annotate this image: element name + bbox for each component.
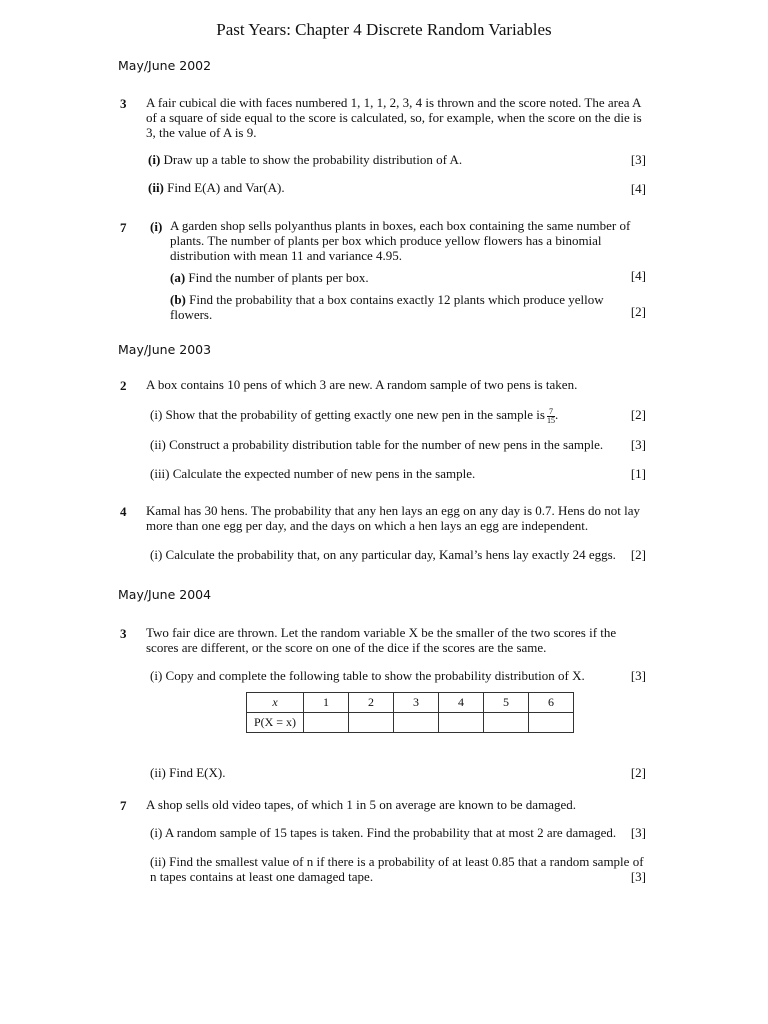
question-part	[150, 765, 225, 780]
part-label: (iii)	[150, 466, 170, 481]
part-text: Draw up a table to show the probability distribution of A.	[163, 152, 463, 167]
part-label: (ii)	[150, 437, 166, 452]
part-text: A random sample of 15 tapes is taken. Find the probability that at most 2 are damaged.	[164, 825, 617, 840]
question-text: A box contains 10 pens of which 3 are new. A random sample of two pens is taken.	[146, 377, 578, 392]
question-part	[150, 437, 603, 452]
part-label: (i)	[148, 152, 161, 167]
marks: [3]	[630, 825, 646, 840]
part-label: (i)	[150, 825, 163, 840]
part-text: Show that the probability of getting exactly one new pen in the sample is	[165, 407, 545, 422]
part-text: Find the smallest value of n if there is a probability of at least 0.85 that a random sample of n tapes contains at least one damaged tape.	[150, 854, 644, 884]
table-cell: 4	[439, 693, 484, 713]
part-text: Construct a probability distribution table for the number of new pens in the sample.	[169, 437, 604, 452]
part-text: Calculate the expected number of new pens in the sample.	[172, 466, 476, 481]
marks: [2]	[630, 407, 646, 422]
question-text: A shop sells old video tapes, of which 1 in 5 on average are known to be damaged.	[146, 797, 576, 812]
question-text: Two fair dice are thrown. Let the random variable X be the smaller of the two scores if the scores are different, or the score on one of the dice if the scores are the same.	[146, 625, 617, 655]
part-text: Find E(X).	[169, 765, 226, 780]
part-label: (ii)	[148, 180, 164, 195]
question-number: 3	[120, 626, 127, 641]
question-number: 4	[120, 504, 127, 519]
table-cell: 6	[529, 693, 574, 713]
part-label: (ii)	[150, 854, 166, 869]
part-text: Calculate the probability that, on any particular day, Kamal’s hens lay exactly 24 eggs.	[165, 547, 616, 562]
table-cell-empty	[529, 713, 574, 733]
marks: [1]	[630, 466, 646, 481]
part-label: (a)	[170, 270, 186, 285]
probability-table	[246, 692, 574, 733]
part-text: Find the number of plants per box.	[188, 270, 369, 285]
marks: [2]	[630, 765, 646, 780]
part-label: (i)	[150, 668, 163, 683]
question-part	[150, 407, 558, 425]
question-part	[150, 466, 475, 481]
part-text: Copy and complete the following table to show the probability distribution of X.	[165, 668, 585, 683]
section-year-2003: May/June 2003	[118, 342, 212, 357]
table-cell: 2	[349, 693, 394, 713]
part-label: (i)	[150, 547, 163, 562]
table-cell-empty	[304, 713, 349, 733]
question-number: 7	[120, 798, 127, 813]
question-part	[148, 152, 462, 167]
question-number: 7	[120, 220, 127, 235]
part-text-end: .	[554, 407, 559, 422]
part-label: (ii)	[150, 765, 166, 780]
table-header-probability: P(X = x)	[247, 713, 304, 733]
part-label: (i)	[150, 219, 163, 234]
marks: [3]	[630, 869, 646, 884]
question-part	[150, 547, 616, 562]
question-text: Kamal has 30 hens. The probability that any hen lays an egg on any day is 0.7. Hens do not lay more than one egg per day, and the days on which a hen lays an egg are independent.	[146, 503, 641, 533]
table-cell: 5	[484, 693, 529, 713]
fraction	[547, 408, 555, 425]
question-part	[150, 668, 585, 683]
table-cell-empty	[394, 713, 439, 733]
question-number: 3	[120, 96, 127, 111]
marks: [3]	[630, 437, 646, 452]
table-cell: 1	[304, 693, 349, 713]
marks: [4]	[630, 268, 646, 283]
part-text: Find E(A) and Var(A).	[167, 180, 285, 195]
marks: [3]	[630, 152, 646, 167]
section-year-2002: May/June 2002	[118, 58, 212, 73]
table-cell-empty	[484, 713, 529, 733]
question-part	[150, 854, 648, 884]
marks: [4]	[630, 181, 646, 196]
fraction-numerator: 7	[548, 406, 553, 416]
page-title: Past Years: Chapter 4 Discrete Random Variables	[216, 20, 552, 39]
part-label: (b)	[170, 292, 186, 307]
question-part	[170, 270, 369, 285]
table-header-x: x	[247, 693, 304, 713]
question-part	[148, 180, 285, 195]
question-number: 2	[120, 378, 127, 393]
table-cell-empty	[349, 713, 394, 733]
question-part	[170, 292, 648, 322]
question-text: A garden shop sells polyanthus plants in boxes, each box containing the same number of plants. The number of plants per box which produce yellow flowers has a binomial distribution with mean 11 and variance 4.95.	[170, 218, 631, 263]
table-row	[247, 693, 574, 713]
table-cell: 3	[394, 693, 439, 713]
question-part	[150, 825, 616, 840]
question-text: A fair cubical die with faces numbered 1, 1, 1, 2, 3, 4 is thrown and the score noted. The area A of a square of side equal to the score is calculated, so, for example, when the score on the die is 3, the value of A is 9.	[146, 95, 642, 140]
table-cell-empty	[439, 713, 484, 733]
section-year-2004: May/June 2004	[118, 587, 212, 602]
part-text: Find the probability that a box contains exactly 12 plants which produce yellow flowers.	[170, 292, 604, 322]
marks: [3]	[630, 668, 646, 683]
marks: [2]	[630, 547, 646, 562]
fraction-denominator: 15	[546, 415, 555, 425]
part-label: (i)	[150, 407, 163, 422]
table-row	[247, 713, 574, 733]
marks: [2]	[630, 304, 646, 319]
